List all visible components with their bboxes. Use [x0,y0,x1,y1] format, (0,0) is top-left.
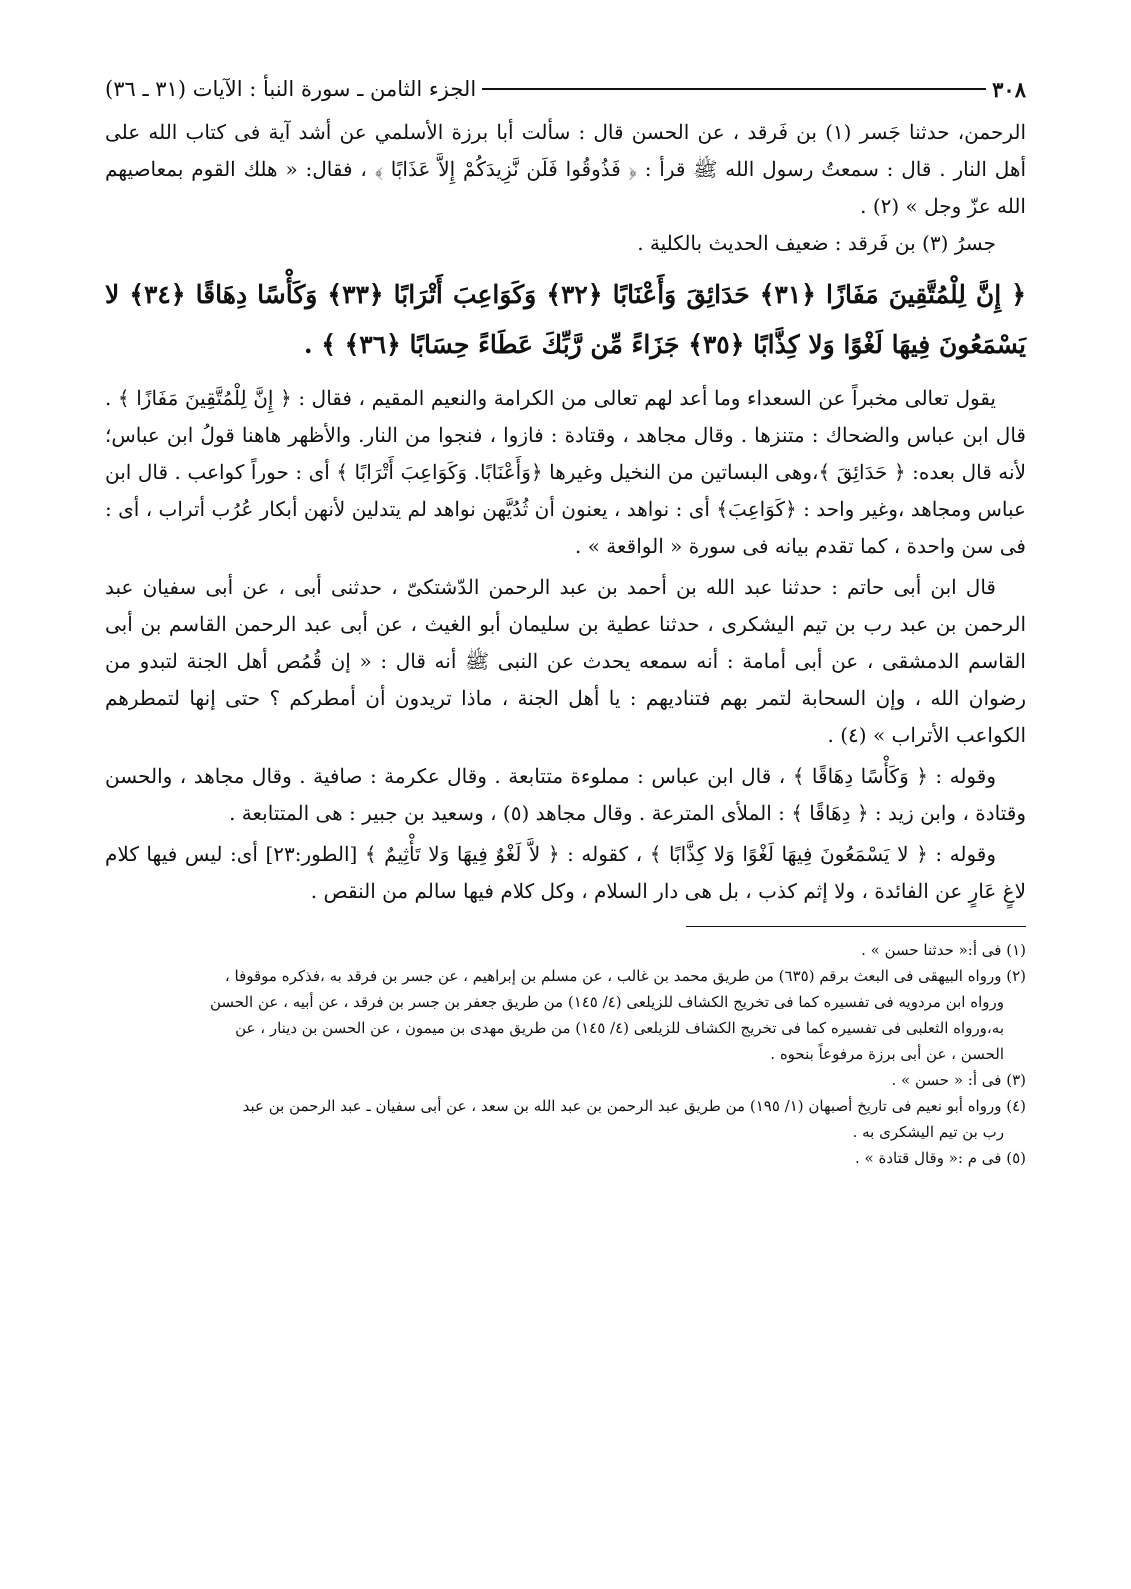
footnote-5: (٥) فى م :« وقال قتادة » . [855,1149,1026,1167]
page-number: ٣٠٨ [992,76,1026,102]
footnote-2-line-2: ورواه ابن مردويه فى تفسيره كما فى تخريج الكشاف للزيلعى (٤/ ١٤٥) من طريق جعفر بن جسر بن فرقد ، عن أبيه ، عن الحسن [209,993,1004,1011]
book-page [105,72,1026,1171]
footnote-2: (٢) ورواه البيهقى فى البعث برقم (٦٣٥) من طريق محمد بن غالب ، عن مسلم بن إبراهيم ، عن جسر بن فرقد به ،فذكره موقوفا ، [224,967,1026,985]
quran-verses-31-36: ﴿ إِنَّ لِلْمُتَّقِينَ مَفَازًا ﴿٣١﴾ حَدَائِقَ وَأَعْنَابًا ﴿٣٢﴾ وَكَوَاعِبَ أَتْرَابًا ﴿٣٣﴾ وَكَأْسًا دِهَاقًا ﴿٣٤﴾ لا يَسْمَعُونَ فِيهَا لَغْوًا وَلا كِذَّابًا ﴿٣٥﴾ جَزَاءً مِّن رَّبِّكَ عَطَاءً حِسَابًا ﴿٣٦﴾ ﴾ . [105,280,1026,359]
paragraph-hadith-2: قال ابن أبى حاتم : حدثنا عبد الله بن أحمد بن عبد الرحمن الدّشتكىّ ، حدثنى أبى ، عن أبى سفيان عبد الرحمن بن عبد رب بن تيم اليشكرى ، حدثنا عطية بن سليمان أبو الغيث ، عن أبى عبد الرحمن القاسم بن أبى القاسم الدمشقى ، عن أبى أمامة : أنه سمعه يحدث عن النبى ﷺ أنه قال : « إن قُمُص أهل الجنة لتبدو من رضوان الله ، وإن السحابة لتمر بهم فتناديهم : يا أهل الجنة ، ماذا تريدون أن أمطركم ؟ حتى إنها لتمطرهم الكواعب الأتراب » (٤) . [105,575,1027,747]
header-rule [482,88,986,90]
header-title: الجزء الثامن ـ سورة النبأ : الآيات (٣١ ـ ٣٦) [105,77,477,101]
running-header [105,72,1026,106]
paragraph-tafsir-1: يقول تعالى مخبراً عن السعداء وما أعد لهم تعالى من الكرامة والنعيم المقيم ، فقال : ﴿ إِنَّ لِلْمُتَّقِينَ مَفَازًا ﴾ . قال ابن عباس والضحاك : متنزها . وقال مجاهد ، وقتادة : فازوا ، فنجوا من النار. والأظهر هاهنا قولُ ابن عباس؛ لأنه قال بعده: ﴿ حَدَائِقَ ﴾،وهى البساتين من النخيل وغيرها ﴿وَأَعْنَابًا. وَكَوَاعِبَ أَتْرَابًا ﴾ أى : حوراً كواعب . قال ابن عباس ومجاهد ،وغير واحد : ﴿كَوَاعِبَ﴾ أى : نواهد ، يعنون أن ثُدُيَّهن نواهد لم يتدلين لأنهن أبكار عُرُب أتراب ، أى : فى سن واحدة ، كما تقدم بيانه فى سورة « الواقعة » . [105,386,1026,558]
paragraph-laghw: وقوله : ﴿ لا يَسْمَعُونَ فِيهَا لَغْوًا وَلا كِذَّابًا ﴾ ، كقوله : ﴿ لاَّ لَغْوٌ فِيهَا وَلا تَأْثِيمٌ ﴾ [الطور:٢٣] أى: ليس فيها كلام لاغٍ عَارٍ عن الفائدة ، ولا إثم كذب ، بل هى دار السلام ، وكل كلام فيها سالم من النقص . [105,842,1026,903]
footnote-4: (٤) ورواه أبو نعيم فى تاريخ أصبهان (١/ ١٩٥) من طريق عبد الرحمن بن عبد الله بن سعد ، عن أبى سفيان ـ عبد الرحمن بن عبد [242,1097,1026,1115]
footnote-3: (٣) فى أ: « حسن » . [891,1071,1026,1089]
footnote-4-line-2: رب بن تيم اليشكرى به . [852,1123,1004,1141]
footnote-separator [686,926,1026,927]
paragraph-jasr: جسرُ (٣) بن فَرقد : ضعيف الحديث بالكلية . [637,231,996,255]
footnote-2-line-3: به،ورواه الثعلبى فى تفسيره كما فى تخريج الكشاف للزيلعى (٤/ ١٤٥) من طريق مهدى بن ميمون ، عن الحسن بن دينار ، عن [235,1019,1004,1037]
paragraph-dihaqa: وقوله : ﴿ وَكَأْسًا دِهَاقًا ﴾ ، قال ابن عباس : مملوءة متتابعة . وقال عكرمة : صافية . وقال مجاهد ، والحسن وقتادة ، وابن زيد : ﴿ دِهَاقًا ﴾ : الملأى المترعة . وقال مجاهد (٥) ، وسعيد بن جبير : هى المتتابعة . [105,764,1026,825]
footnotes [105,937,1026,1171]
footnote-1: (١) فى أ:« حدثنا حسن » . [861,941,1026,959]
paragraph-hadith-1: الرحمن، حدثنا جَسر (١) بن فَرقد ، عن الحسن قال : سألت أبا برزة الأسلمي عن أشد آية فى كتاب الله على أهل النار . قال : سمعتُ رسول الله ﷺ قرأ : ﴿ فَذُوقُوا فَلَن نَّزِيدَكُمْ إِلاَّ عَذَابًا ﴾ ، فقال: « هلك القوم بمعاصيهم الله عزّ وجل » (٢) . [105,120,1027,218]
footnote-2-line-4: الحسن ، عن أبى برزة مرفوعاً بنحوه . [770,1045,1004,1063]
